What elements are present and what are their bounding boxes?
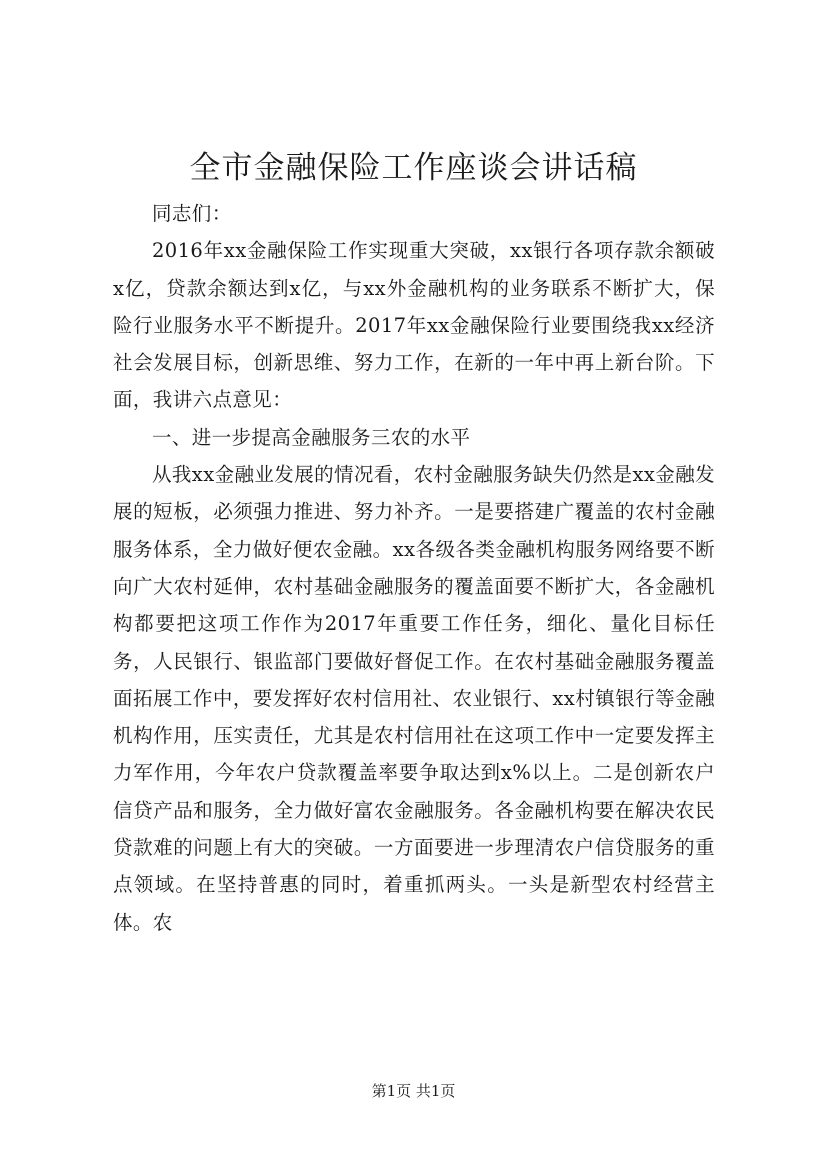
intro-paragraph: 2016年xx金融保险工作实现重大突破，xx银行各项存款余额破x亿，贷款余额达到x亿，与xx外金融机构的业务联系不断扩大，保险行业服务水平不断提升。2017年xx金融保险行业要围绕我xx经济社会发展目标，创新思维、努力工作，在新的一年中再上新台阶。下面，我讲六点意见： xyxy=(113,239,715,412)
salutation-paragraph: 同志们： xyxy=(152,202,232,225)
page-footer: 第1页 共1页 xyxy=(371,1082,456,1100)
document-body xyxy=(113,195,715,941)
document-title: 全市金融保险工作座谈会讲话稿 xyxy=(189,150,638,186)
section-heading: 一、进一步提高金融服务三农的水平 xyxy=(152,425,471,449)
section-paragraph: 从我xx金融业发展的情况看，农村金融服务缺失仍然是xx金融发展的短板，必须强力推进、努力补齐。一是要搭建广覆盖的农村金融服务体系，全力做好便农金融。xx各级各类金融机构服务网络要不断向广大农村延伸，农村基础金融服务的覆盖面要不断扩大，各金融机构都要把这项工作作为2017年重要工作任务，细化、量化目标任务，人民银行、银监部门要做好督促工作。在农村基础金融服务覆盖面拓展工作中，要发挥好农村信用社、农业银行、xx村镇银行等金融机构作用，压实责任，尤其是农村信用社在这项工作中一定要发挥主力军作用，今年农户贷款覆盖率要争取达到x%以上。二是创新农户信贷产品和服务，全力做好富农金融服务。各金融机构要在解决农民贷款难的问题上有大的突破。一方面要进一步理清农户信贷服务的重点领域。在坚持普惠的同时，着重抓两头。一头是新型农村经营主体。农 xyxy=(113,463,715,934)
